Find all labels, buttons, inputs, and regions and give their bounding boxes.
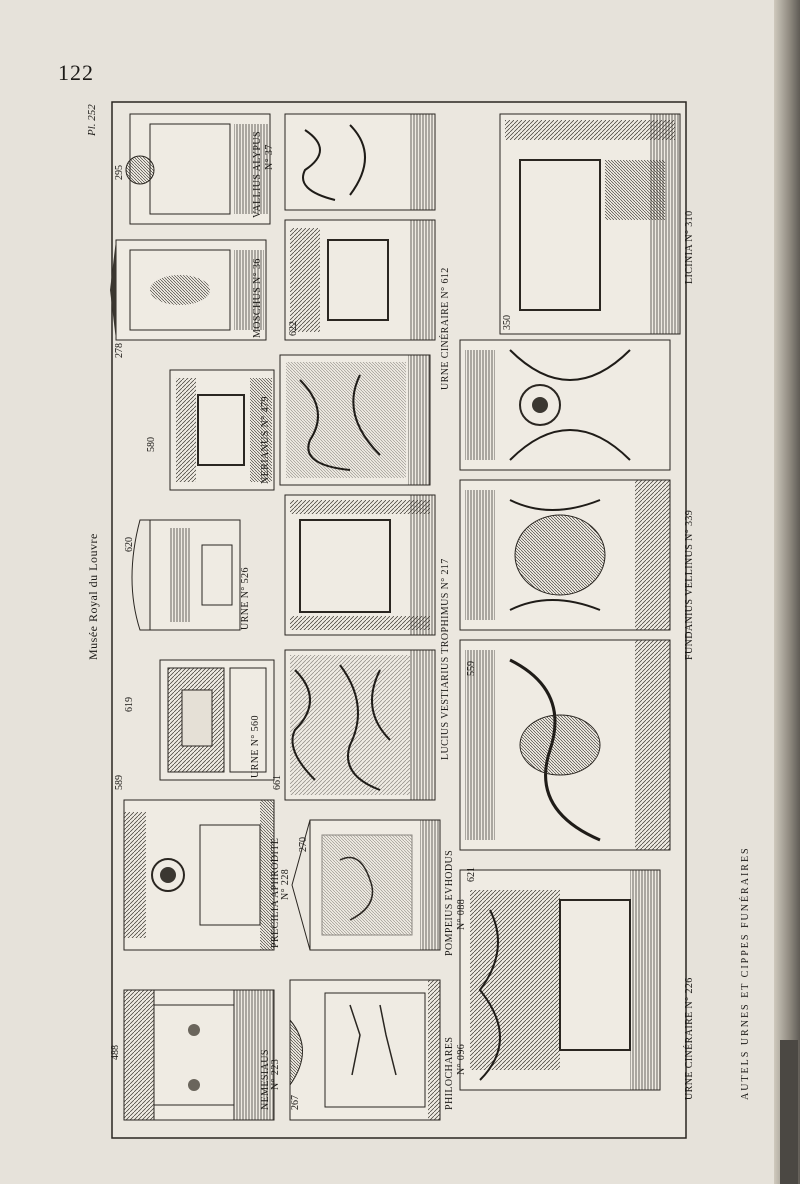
- item-number: 270: [298, 837, 309, 852]
- item-subcaption: N° 228: [280, 868, 291, 900]
- item-number: 661: [272, 775, 283, 790]
- item-number: 621: [466, 867, 477, 882]
- item-number: 589: [114, 775, 125, 790]
- item-caption: NEMESIAUS: [260, 1049, 271, 1110]
- item-caption: LICINIA N° 310: [684, 210, 695, 284]
- item-caption: FUNDANIUS VELLINUS N° 339: [684, 509, 695, 660]
- item-number: 295: [114, 165, 125, 180]
- item-caption: URNE CINÉRAIRE N° 226: [684, 977, 695, 1100]
- plate-number: Pl. 252: [86, 104, 98, 136]
- book-spine: [774, 0, 800, 1184]
- item-subcaption: N° 096: [456, 1043, 467, 1075]
- item-number: 559: [466, 661, 477, 676]
- plate-footer: AUTELS URNES ET CIPPES FUNÉRAIRES: [740, 846, 751, 1100]
- page-number: 122: [58, 60, 94, 85]
- item-caption: MOSCHUS N° 36: [252, 258, 263, 338]
- item-number: 619: [124, 697, 135, 712]
- item-number: 278: [114, 343, 125, 358]
- item-caption: URNE N° 526: [240, 567, 251, 630]
- item-caption: LUCIUS VESTIARIUS TROPHIMUS N° 217: [440, 558, 451, 760]
- item-caption: URNE N° 560: [250, 715, 261, 778]
- item-caption: URNE CINÉRAIRE N° 612: [440, 267, 451, 390]
- item-subcaption: N° 223: [270, 1058, 281, 1090]
- spine-shadow: [780, 1040, 798, 1184]
- item-number: 488: [110, 1045, 121, 1060]
- item-number: 267: [290, 1095, 301, 1110]
- item-number: 580: [146, 437, 157, 452]
- item-number: 620: [124, 537, 135, 552]
- engraving-plate: [86, 100, 700, 1140]
- item-caption: PHILOCHARES: [444, 1036, 455, 1110]
- engraving-drawing: [110, 100, 700, 1140]
- item-caption: NERIANUS N° 479: [260, 396, 271, 484]
- item-number: 350: [502, 315, 513, 330]
- item-caption: POMPEIUS EVHODUS: [444, 849, 455, 956]
- item-caption: PRECILIA APHRODITE: [270, 837, 281, 948]
- item-subcaption: N° 088: [456, 898, 467, 930]
- item-number: 622: [288, 321, 299, 336]
- item-caption: VALLIUS ALYPUS: [252, 131, 263, 218]
- header-title: Musée Royal du Louvre: [86, 533, 100, 660]
- item-subcaption: N° 37: [264, 144, 275, 170]
